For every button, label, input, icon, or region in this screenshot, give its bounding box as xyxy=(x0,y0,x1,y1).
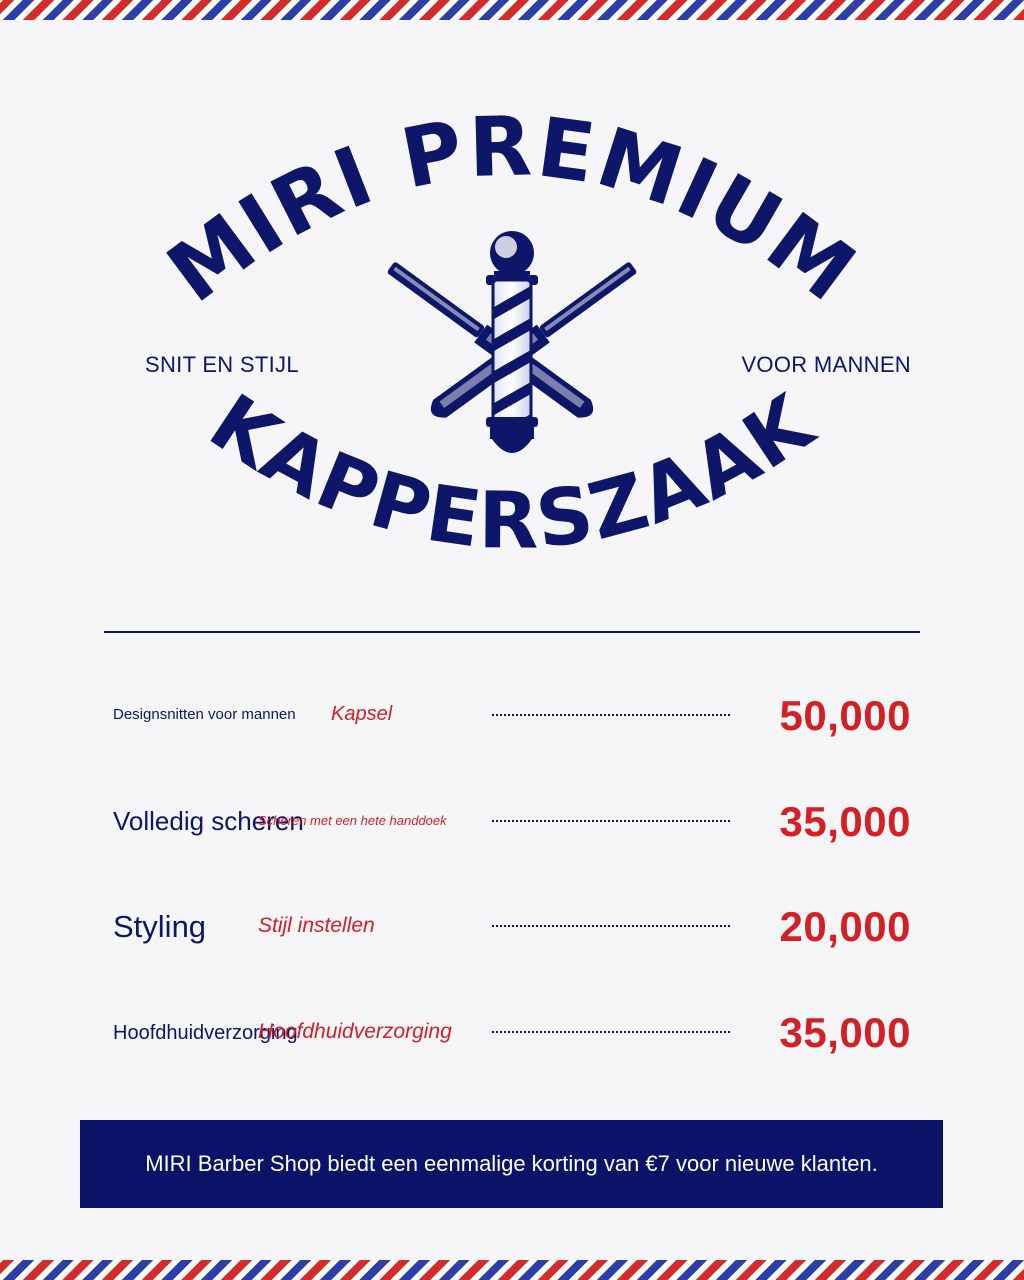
menu-item-price: 20,000 xyxy=(779,903,911,950)
menu-item-designsnitten xyxy=(113,686,911,746)
menu-item-description: Scheren met een hete handdoek xyxy=(258,813,447,828)
menu-item-name: Styling xyxy=(113,909,207,944)
menu-item-hoofdhuidverzorging xyxy=(113,1003,911,1063)
divider xyxy=(104,631,920,633)
leader-dots xyxy=(492,714,730,716)
logo-title-bottom: KAPPERSZAAK xyxy=(194,377,830,567)
menu-item-styling xyxy=(113,897,911,957)
menu-item-price: 50,000 xyxy=(779,692,911,739)
menu-item-name: Designsnitten voor mannen xyxy=(113,706,296,723)
leader-dots xyxy=(492,925,730,927)
promo-text: MIRI Barber Shop biedt een eenmalige korting van €7 voor nieuwe klanten. xyxy=(145,1151,878,1176)
tagline-left: SNIT EN STIJL xyxy=(145,352,299,377)
menu-item-name: Hoofdhuidverzorging xyxy=(113,1022,298,1044)
menu-item-description: Stijl instellen xyxy=(258,914,375,937)
leader-dots xyxy=(492,820,730,822)
menu-item-name: Volledig scheren xyxy=(113,806,304,836)
logo-title-top: MIRI PREMIUM xyxy=(150,99,874,322)
menu-item-description: Hoofdhuidverzorging xyxy=(258,1020,452,1043)
barber-pole-crossed-razors-icon xyxy=(384,231,641,455)
menu-item-price: 35,000 xyxy=(779,798,911,845)
promo-banner xyxy=(80,1120,943,1208)
leader-dots xyxy=(492,1031,730,1033)
menu-item-description: Kapsel xyxy=(331,703,393,725)
barber-stripe-top xyxy=(0,0,1024,20)
barber-stripe-bottom xyxy=(0,1260,1024,1280)
menu-item-volledig-scheren xyxy=(113,792,911,852)
menu-item-price: 35,000 xyxy=(779,1009,911,1056)
tagline-right: VOOR MANNEN xyxy=(741,352,911,377)
logo xyxy=(150,95,874,585)
